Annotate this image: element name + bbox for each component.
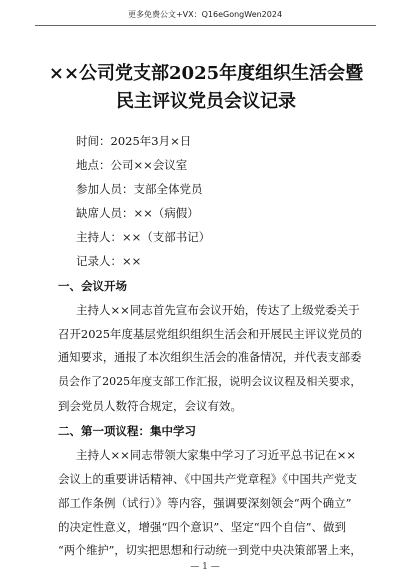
- section-2-line: 部工作条例（试行）》等内容，强调要深刻领会“两个确立”: [58, 496, 352, 510]
- page-number: — 1 —: [190, 562, 220, 572]
- section-2-heading: 二、第一项议程：集中学习: [58, 424, 196, 438]
- meta-place: 地点：公司××会议室: [76, 158, 188, 172]
- meta-host: 主持人：××（支部书记）: [76, 230, 211, 244]
- section-1-line: 召开2025年度基层党组织组织生活会和开展民主评议党员的: [58, 327, 363, 341]
- meta-time: 时间：2025年3月×日: [76, 134, 192, 148]
- document-title-line-2: 民主评议党员会议记录: [116, 91, 296, 112]
- section-2-line: “两个维护”，切实把思想和行动统一到党中央决策部署上来，: [58, 544, 362, 557]
- section-1-line: 到会党员人数符合规定，会议有效。: [58, 399, 242, 413]
- section-2-line: 主持人××同志带领大家集中学习了习近平总书记在××: [76, 448, 357, 462]
- meta-recorder: 记录人：××: [76, 254, 142, 268]
- section-2-line: 会议上的重要讲话精神、《中国共产党章程》《中国共产党支: [58, 472, 357, 486]
- header-divider: [35, 25, 376, 26]
- header-note: 更多免费公文+VX：Q16eGongWen2024: [127, 10, 283, 19]
- section-1-heading: 一、会议开场: [58, 279, 127, 293]
- meta-attendees: 参加人员：支部全体党员: [76, 182, 203, 196]
- section-2-line: 的决定性意义，增强“四个意识”、坚定“四个自信”、做到: [58, 520, 347, 534]
- document-title-line-1: ××公司党支部2025年度组织生活会暨: [48, 63, 364, 84]
- section-1-line: 通知要求，通报了本次组织生活会的准备情况，并代表支部委: [58, 351, 362, 364]
- meta-absentees: 缺席人员：××（病假）: [76, 206, 199, 220]
- section-1-line: 员会作了2025年度支部工作汇报，说明会议议程及相关要求，: [58, 375, 362, 388]
- section-1-line: 主持人××同志首先宣布会议开始，传达了上级党委关于: [76, 303, 360, 317]
